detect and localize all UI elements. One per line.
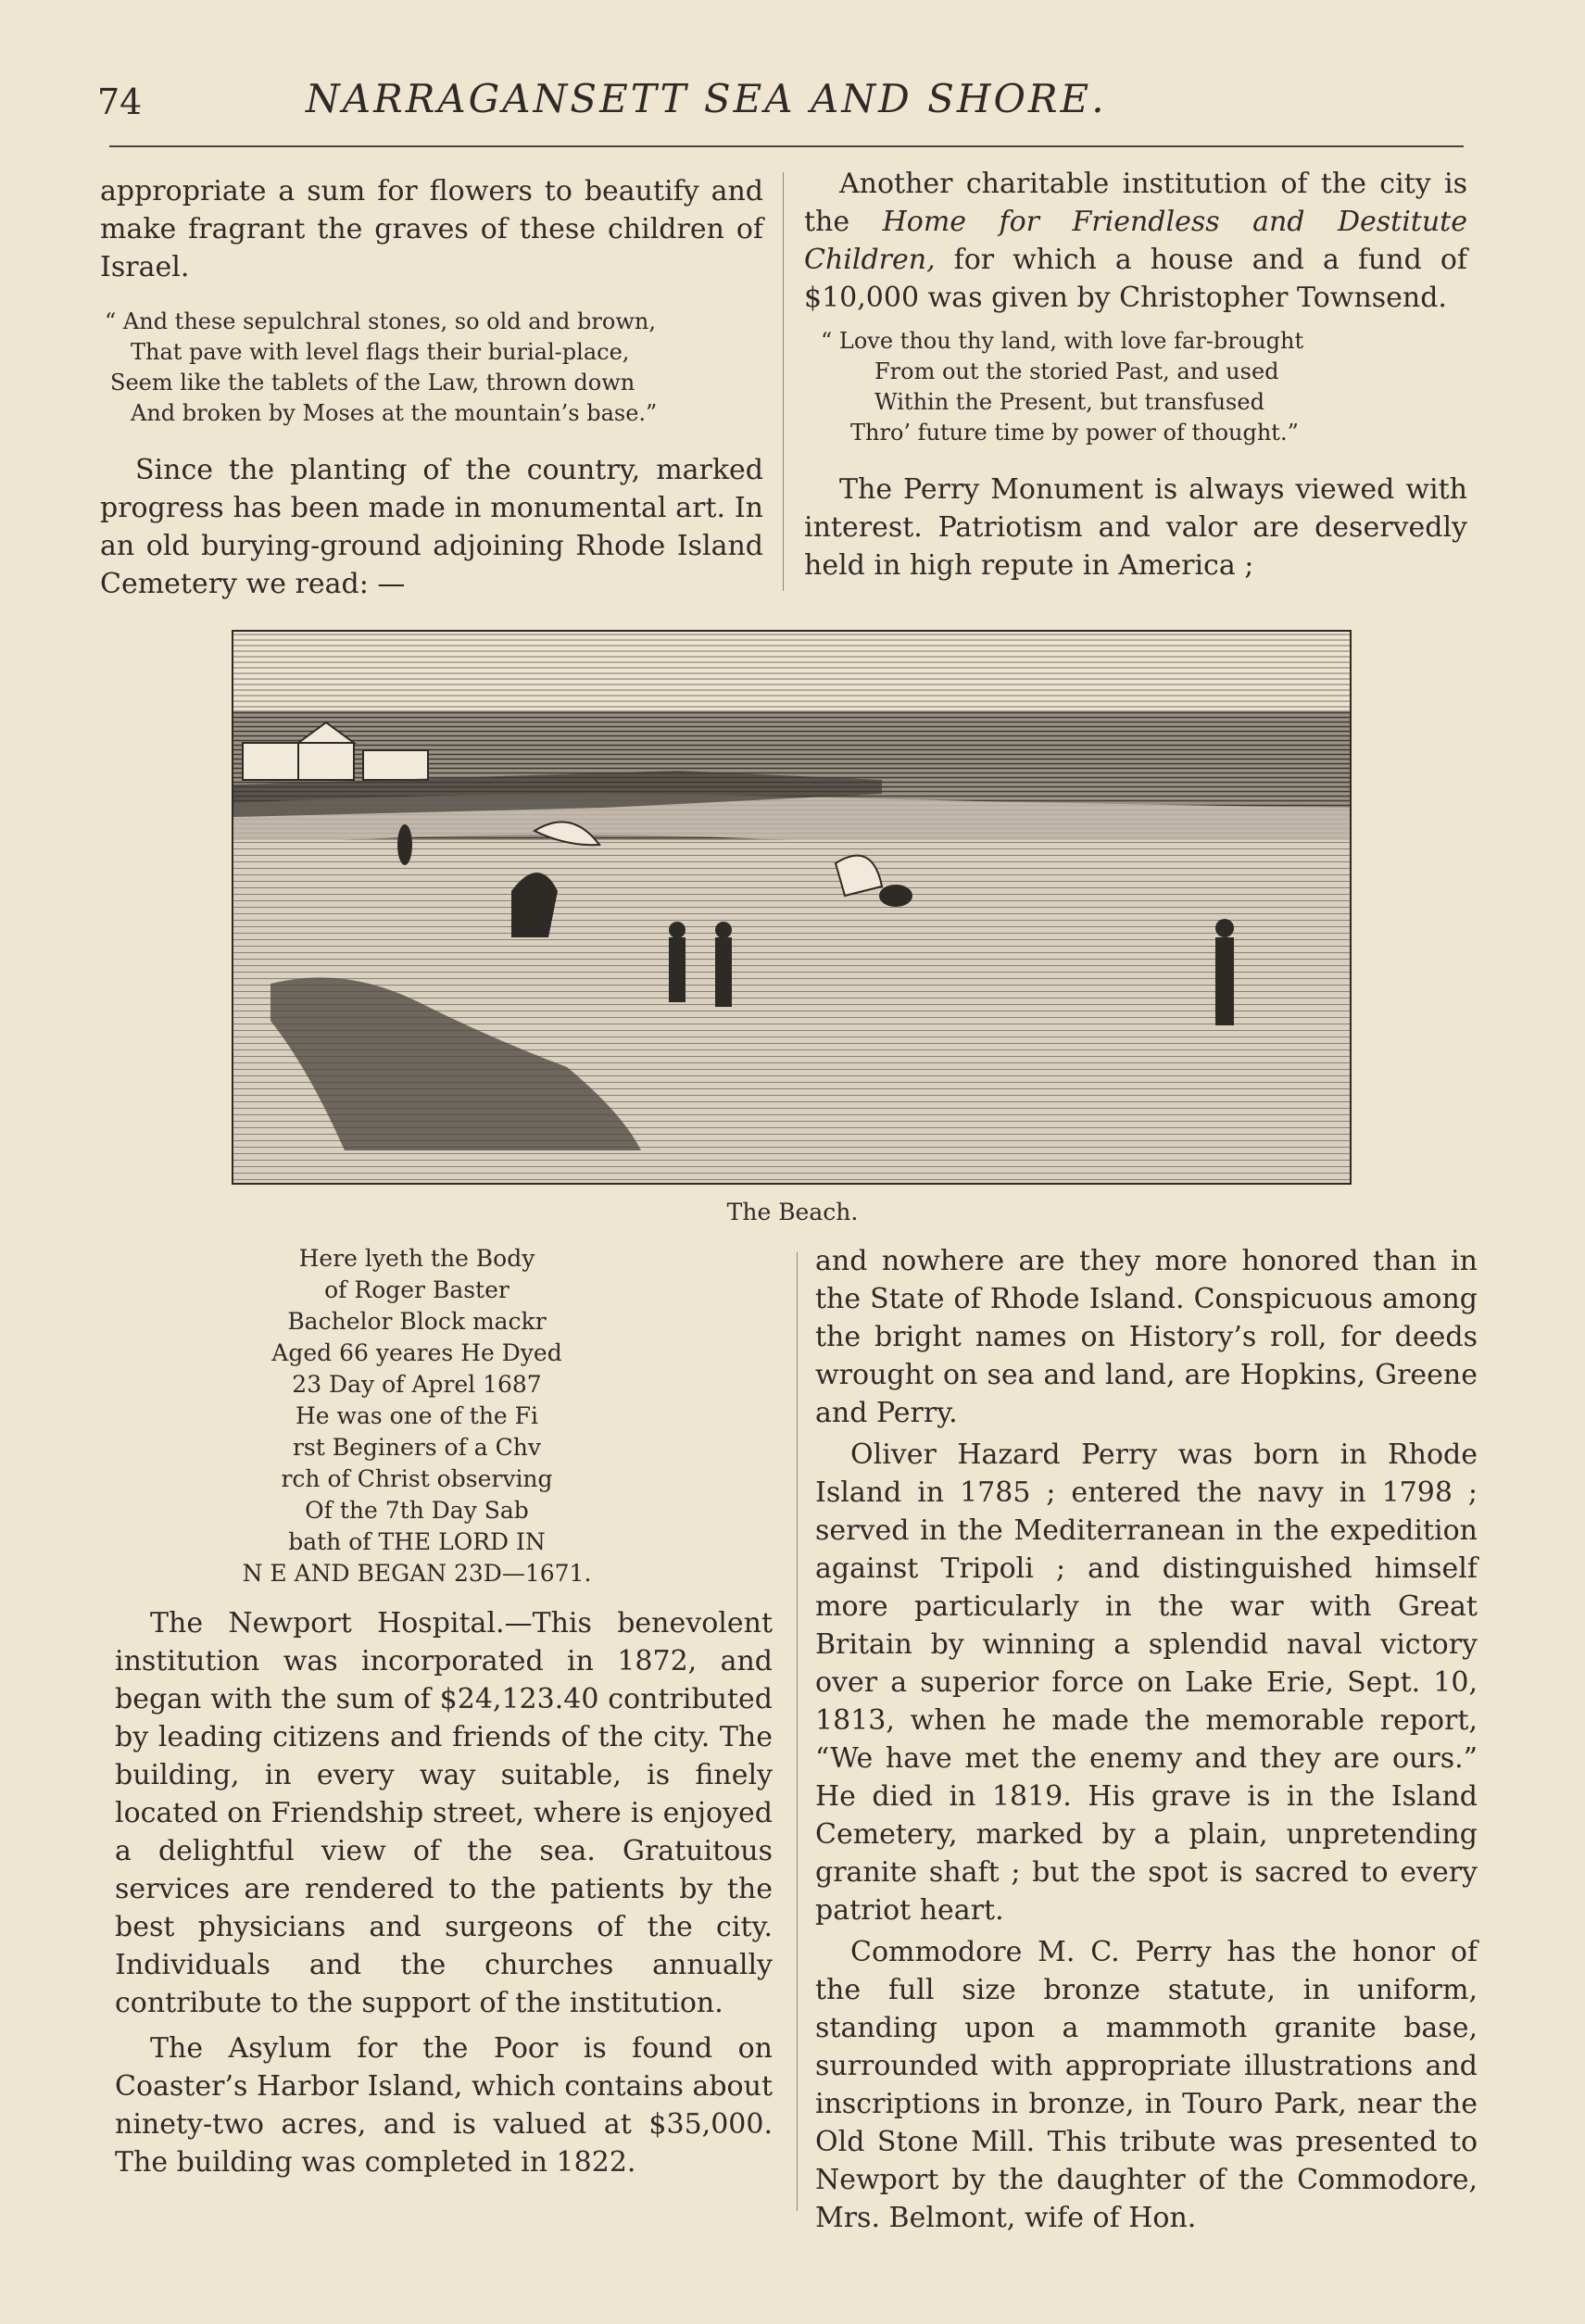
epitaph-line: N E AND BEGAN 23D—1671. <box>242 1560 592 1587</box>
poem-line: Seem like the tablets of the Law, thrown down <box>110 370 635 396</box>
page-number: 74 <box>97 82 143 122</box>
epitaph-line: Of the 7th Day Sab <box>305 1497 529 1524</box>
poem-line: From out the storied Past, and used <box>874 358 1279 384</box>
epitaph-line: Bachelor Block mackr <box>287 1308 547 1335</box>
top-left-column <box>100 172 763 603</box>
top-right-column <box>804 165 1467 584</box>
epitaph-line: rst Beginers of a Chv <box>292 1434 542 1461</box>
paragraph <box>804 165 1467 317</box>
epitaph-line: He was one of the Fi <box>296 1402 538 1429</box>
paragraph: Oliver Hazard Perry was born in Rhode Island in 1785 ; entered the navy in 1798 ; served in the Mediterranean in the expedition against Tripoli ; and distinguished himself more particularly in the war with Great Britain by winning a splendid naval victory over a superior force on Lake Erie, Sept. 10, 1813, when he made the memorable report, “We have met the enemy and they are ours.” He died in 1819. His grave is in the Island Cemetery, marked by a plain, unpretending granite shaft ; but the spot is sacred to every patriot heart. <box>815 1438 1478 1927</box>
beach-engraving <box>232 630 1352 1185</box>
column-divider <box>797 1252 798 2211</box>
poem-line: And broken by Moses at the mountain’s base.” <box>131 400 658 426</box>
poem-line: Within the Present, but transfused <box>874 389 1264 415</box>
running-title: NARRAGANSETT SEA AND SHORE. <box>306 76 1107 121</box>
sky-hatching <box>233 632 1350 710</box>
epitaph-line: Here lyeth the Body <box>298 1245 535 1272</box>
text-run: for which a house and a fund of $10,000 was given by Christopher Townsend. <box>804 244 1467 314</box>
paragraph: The Perry Monument is always viewed with interest. Patriotism and valor are deservedly held in high repute in America ; <box>804 473 1467 582</box>
paragraph: The Newport Hospital.—This benevolent institution was incorporated in 1872, and began with the sum of $24,123.40 contributed by leading citizens and friends of the city. The building, in every way suitable, is finely located on Friendship street, where is enjoyed a delightful view of the sea. Gratuitous services are rendered to the patients by the best physicians and surgeons of the city. Individuals and the churches annually contribute to the support of the institution. <box>115 1607 773 2019</box>
bottom-right-column <box>815 1242 1478 2237</box>
paragraph: Commodore M. C. Perry has the honor of the full size bronze statute, in uniform, standing upon a mammoth granite base, surrounded with appropriate illustrations and inscriptions in bronze, in Touro Park, near the Old Stone Mill. This tribute was presented to Newport by the daughter of the Commodore, Mrs. Belmont, wife of Hon. <box>815 1936 1478 2234</box>
epitaph-line: of Roger Baster <box>324 1276 509 1303</box>
epitaph-line: rch of Christ observing <box>281 1465 553 1492</box>
poem-quote <box>105 307 763 429</box>
paragraph: and nowhere are they more honored than in the State of Rhode Island. Conspicuous among the bright names on History’s roll, for deeds wrought on sea and land, are Hopkins, Greene and Perry. <box>815 1245 1478 1429</box>
bottom-left-column <box>115 1604 773 2181</box>
paragraph: appropriate a sum for flowers to beautify and make fragrant the graves of these children of Israel. <box>100 175 763 283</box>
poem-line: “ Love thou thy land, with love far-brought <box>821 328 1304 354</box>
header-rule <box>109 145 1464 147</box>
figure-caption: The Beach. <box>726 1199 859 1225</box>
epitaph-line: Aged 66 yeares He Dyed <box>271 1339 562 1366</box>
poem-quote <box>804 326 1467 448</box>
italic-title: Home for Friendless and Destitute Children, <box>804 206 1467 276</box>
beach-illustration <box>233 632 1350 1183</box>
column-divider <box>783 172 784 591</box>
paragraph: Since the planting of the country, marked progress has been made in monumental art. In an old burying-ground adjoining Rhode Island Cemetery we read: — <box>100 454 763 600</box>
poem-line: That pave with level flags their burial-place, <box>131 339 630 365</box>
epitaph-line: bath of THE LORD IN <box>288 1528 546 1555</box>
epitaph-inscription <box>232 1243 602 1589</box>
epitaph-line: 23 Day of Aprel 1687 <box>292 1371 542 1398</box>
poem-line: Thro’ future time by power of thought.” <box>850 420 1299 446</box>
poem-line: “ And these sepulchral stones, so old and brown, <box>105 308 656 334</box>
text-run: Another charitable institution of the city is the <box>804 168 1467 238</box>
paragraph: The Asylum for the Poor is found on Coaster’s Harbor Island, which contains about ninety-two acres, and is valued at $35,000. The building was completed in 1822. <box>115 2032 773 2179</box>
